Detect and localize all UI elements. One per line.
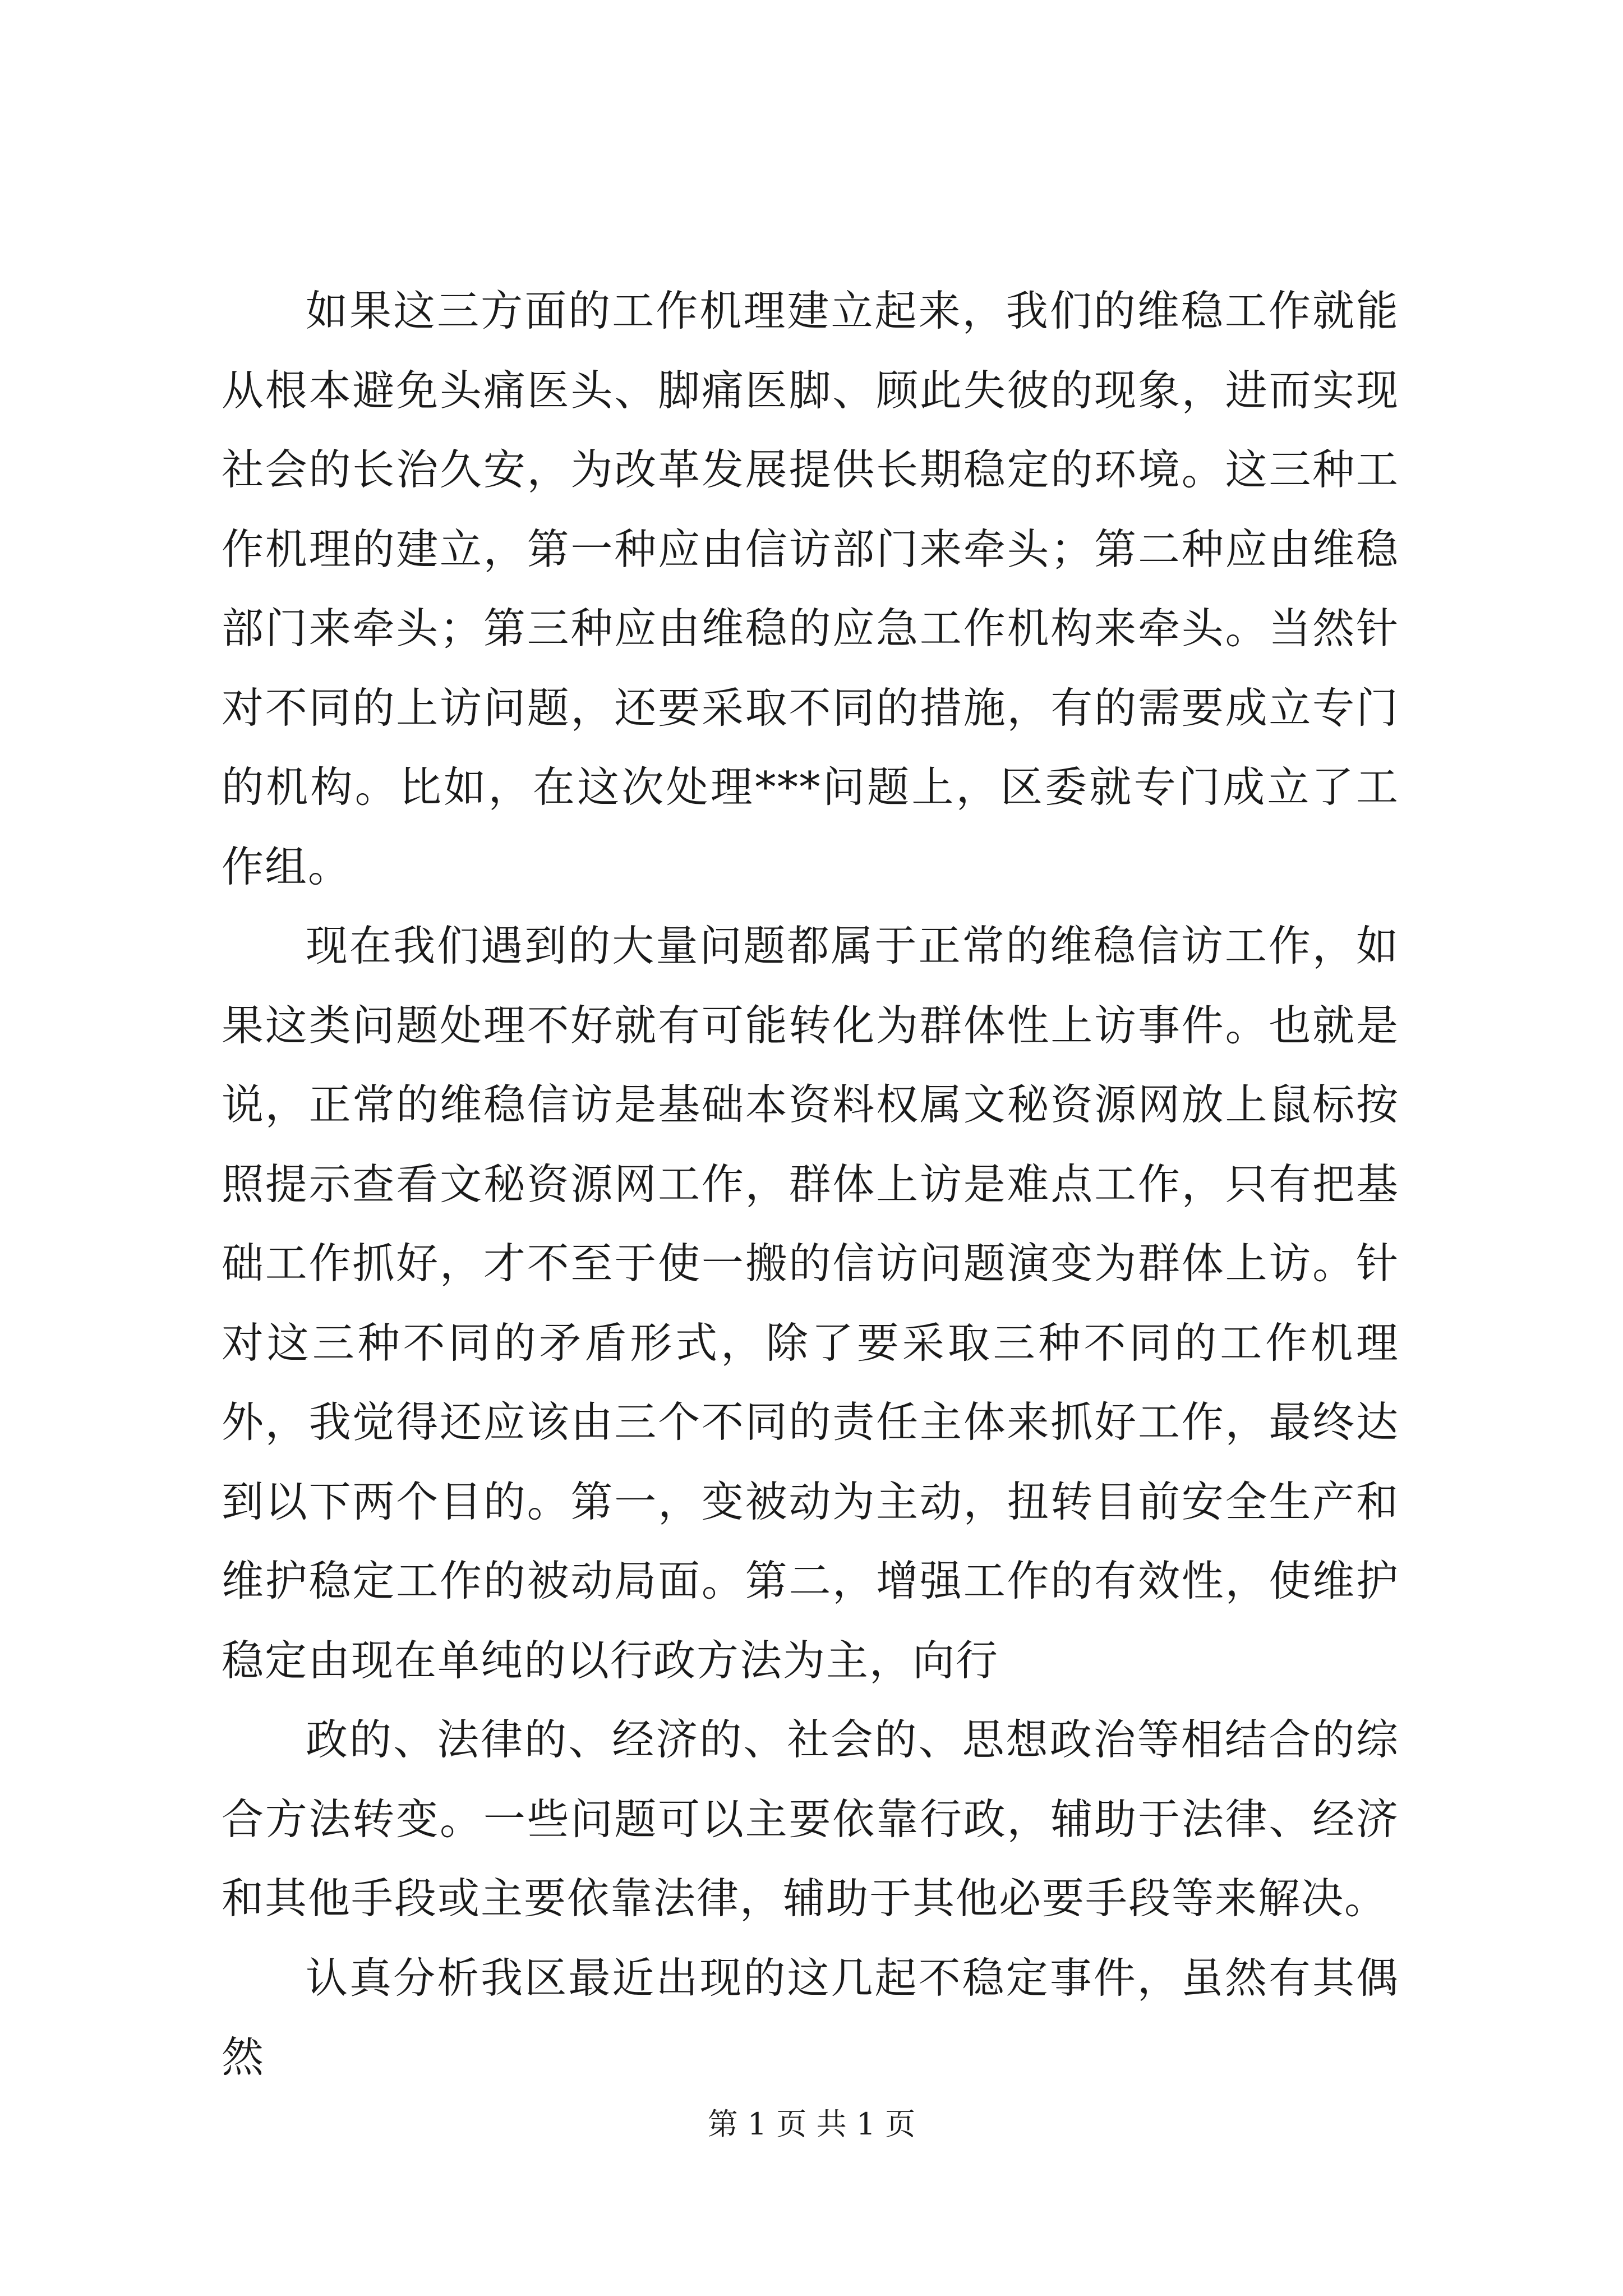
paragraph-2: 现在我们遇到的大量问题都属于正常的维稳信访工作，如果这类问题处理不好就有可能转化为群体性上访事件。也就是说，正常的维稳信访是基础本资料权属文秘资源网放上鼠标按照提示查看文秘资源网工作，群体上访是难点工作，只有把基础工作抓好，才不至于使一搬的信访问题演变为群体上访。针对这三种不同的矛盾形式，除了要采取三种不同的工作机理外，我觉得还应该由三个不同的责任主体来抓好工作，最终达到以下两个目的。第一，变被动为主动，扭转目前安全生产和维护稳定工作的被动局面。第二，增强工作的有效性，使维护稳定由现在单纯的以行政方法为主，向行 [222,921,1399,1685]
paragraph-3: 政的、法律的、经济的、社会的、思想政治等相结合的综合方法转变。一些问题可以主要依靠行政，辅助于法律、经济和其他手段或主要依靠法律，辅助于其他必要手段等来解决。 [222,1715,1399,1923]
page-footer: 第 1 页 共 1 页 [707,2106,916,2142]
document-body [222,272,1399,2097]
paragraph-4: 认真分析我区最近出现的这几起不稳定事件，虽然有其偶然 [222,1953,1399,2082]
paragraph-1: 如果这三方面的工作机理建立起来，我们的维稳工作就能从根本避免头痛医头、脚痛医脚、顾此失彼的现象，进而实现社会的长治久安，为改革发展提供长期稳定的环境。这三种工作机理的建立，第一种应由信访部门来牵头；第二种应由维稳部门来牵头；第三种应由维稳的应急工作机构来牵头。当然针对不同的上访问题，还要采取不同的措施，有的需要成立专门的机构。比如，在这次处理***问题上，区委就专门成立了工作组。 [222,286,1399,891]
